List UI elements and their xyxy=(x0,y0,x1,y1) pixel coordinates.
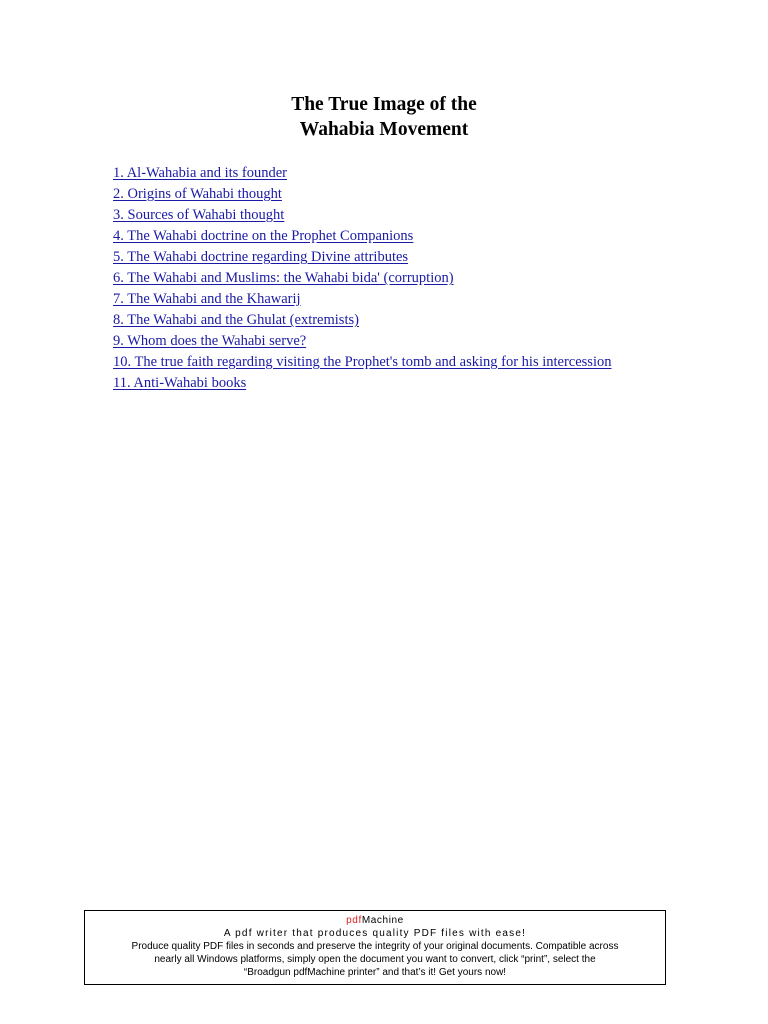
brand-pdf-text: pdf xyxy=(346,915,362,926)
toc-item xyxy=(113,184,611,205)
toc-item xyxy=(113,247,611,268)
toc-link-8[interactable]: 8. The Wahabi and the Ghulat (extremists) xyxy=(113,312,359,328)
document-title-line2: Wahabia Movement xyxy=(299,119,469,140)
toc-link-10[interactable]: 10. The true faith regarding visiting the Prophet's tomb and asking for his intercession xyxy=(113,354,612,370)
table-of-contents xyxy=(113,163,611,394)
toc-link-5[interactable]: 5. The Wahabi doctrine regarding Divine attributes xyxy=(113,249,409,265)
toc-link-9[interactable]: 9. Whom does the Wahabi serve? xyxy=(113,333,307,349)
toc-link-1[interactable]: 1. Al-Wahabia and its founder xyxy=(113,165,287,181)
toc-item xyxy=(113,331,611,352)
toc-item xyxy=(113,310,611,331)
document-title xyxy=(0,92,768,142)
toc-item xyxy=(113,289,611,310)
toc-link-7[interactable]: 7. The Wahabi and the Khawarij xyxy=(113,291,301,307)
pdfmachine-tagline: A pdf writer that produces quality PDF files with ease! xyxy=(223,928,527,939)
toc-link-6[interactable]: 6. The Wahabi and Muslims: the Wahabi bida' (corruption) xyxy=(113,270,454,286)
toc-link-11[interactable]: 11. Anti-Wahabi books xyxy=(113,375,247,391)
pdfmachine-description-line3: “Broadgun pdfMachine printer” and that’s it! Get yours now! xyxy=(243,967,507,978)
toc-item xyxy=(113,163,611,184)
toc-link-4[interactable]: 4. The Wahabi doctrine on the Prophet Companions xyxy=(113,228,414,244)
toc-item xyxy=(113,373,611,394)
pdfmachine-brand xyxy=(85,914,665,927)
toc-link-2[interactable]: 2. Origins of Wahabi thought xyxy=(113,186,282,202)
toc-item xyxy=(113,352,611,373)
pdfmachine-footer-box xyxy=(84,910,666,985)
document-title-line1: The True Image of the xyxy=(291,94,477,115)
toc-item xyxy=(113,226,611,247)
toc-item xyxy=(113,268,611,289)
toc-link-3[interactable]: 3. Sources of Wahabi thought xyxy=(113,207,285,223)
pdfmachine-description-line1: Produce quality PDF files in seconds and preserve the integrity of your original documents. Compatible across xyxy=(131,941,619,952)
brand-machine-text: Machine xyxy=(361,915,404,926)
pdfmachine-description-line2: nearly all Windows platforms, simply open the document you want to convert, click “print”, select the xyxy=(154,954,596,965)
toc-item xyxy=(113,205,611,226)
